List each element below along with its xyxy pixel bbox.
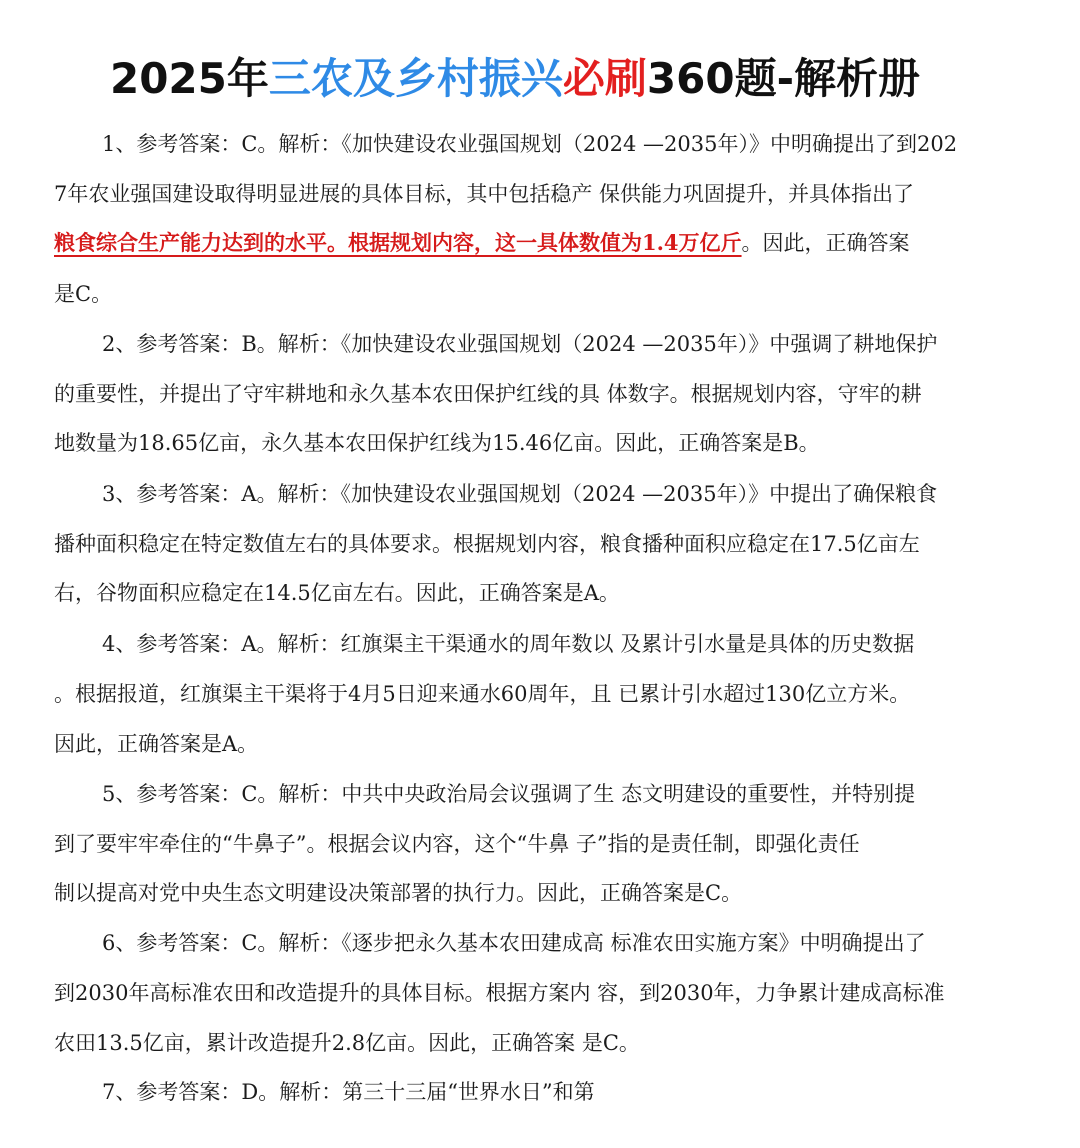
q3-line-3: 右，谷物面积应稳定在14.5亿亩左右。因此，正确答案是A。	[54, 581, 620, 605]
q6-line-1: 6、参考答案：C。解析：《逐步把永久基本农田建成高 标准农田实施方案》中明确提出了	[102, 931, 926, 955]
q1-line-4: 是C。	[54, 282, 113, 306]
q1-highlight-tail: 。因此，正确答案	[741, 231, 910, 255]
q5-line-3: 制以提高对党中央生态文明建设决策部署的执行力。因此，正确答案是C。	[54, 881, 743, 905]
q5-line-1: 5、参考答案：C。解析：中共中央政治局会议强调了生 态文明建设的重要性，并特别提	[102, 782, 916, 806]
page-title	[0, 46, 1030, 106]
q2-line-1: 2、参考答案：B。解析：《加快建设农业强国规划（2024 —2035年）》中强调了耕地保护	[102, 332, 938, 356]
title-must: 必刷	[562, 54, 647, 103]
q4-line-1: 4、参考答案：A。解析：红旗渠主干渠通水的周年数以 及累计引水量是具体的历史数据	[102, 632, 915, 656]
q5-line-2: 到了要牢牢牵住的“牛鼻子”。根据会议内容，这个“牛鼻 子”指的是责任制，即强化责任	[54, 832, 860, 856]
q1-highlight: 粮食综合生产能力达到的水平。根据规划内容，这一具体数值为1.4万亿斤	[54, 230, 742, 255]
q1-line-1: 1、参考答案：C。解析：《加快建设农业强国规划（2024 —2035年）》中明确提出了到202	[102, 132, 958, 156]
q6-line-3: 农田13.5亿亩，累计改造提升2.8亿亩。因此，正确答案 是C。	[54, 1031, 640, 1055]
q6-line-2: 到2030年高标准农田和改造提升的具体目标。根据方案内 容，到2030年，力争累计建成高标准	[54, 981, 945, 1005]
q2-line-3: 地数量为18.65亿亩，永久基本农田保护红线为15.46亿亩。因此，正确答案是B。	[54, 431, 820, 455]
q4-line-2: 。根据报道，红旗渠主干渠将于4月5日迎来通水60周年，且 已累计引水超过130亿立方米。	[54, 682, 911, 706]
q1-line-3	[54, 229, 910, 257]
q1-line-2: 7年农业强国建设取得明显进展的具体目标，其中包括稳产 保供能力巩固提升，并具体指出了	[54, 182, 915, 206]
q4-line-3: 因此，正确答案是A。	[54, 732, 259, 756]
q2-line-2: 的重要性，并提出了守牢耕地和永久基本农田保护红线的具 体数字。根据规划内容，守牢的耕	[54, 382, 922, 406]
title-suffix: 360题-解析册	[646, 54, 921, 103]
q3-line-2: 播种面积稳定在特定数值左右的具体要求。根据规划内容，粮食播种面积应稳定在17.5亿亩左	[54, 532, 920, 556]
q7-line-1: 7、参考答案：D。解析：第三十三届“世界水日”和第	[102, 1080, 595, 1104]
q3-line-1: 3、参考答案：A。解析：《加快建设农业强国规划（2024 —2035年）》中提出了确保粮食	[102, 482, 938, 506]
title-year: 2025年	[109, 54, 269, 103]
title-topic: 三农及乡村振兴	[268, 54, 563, 103]
